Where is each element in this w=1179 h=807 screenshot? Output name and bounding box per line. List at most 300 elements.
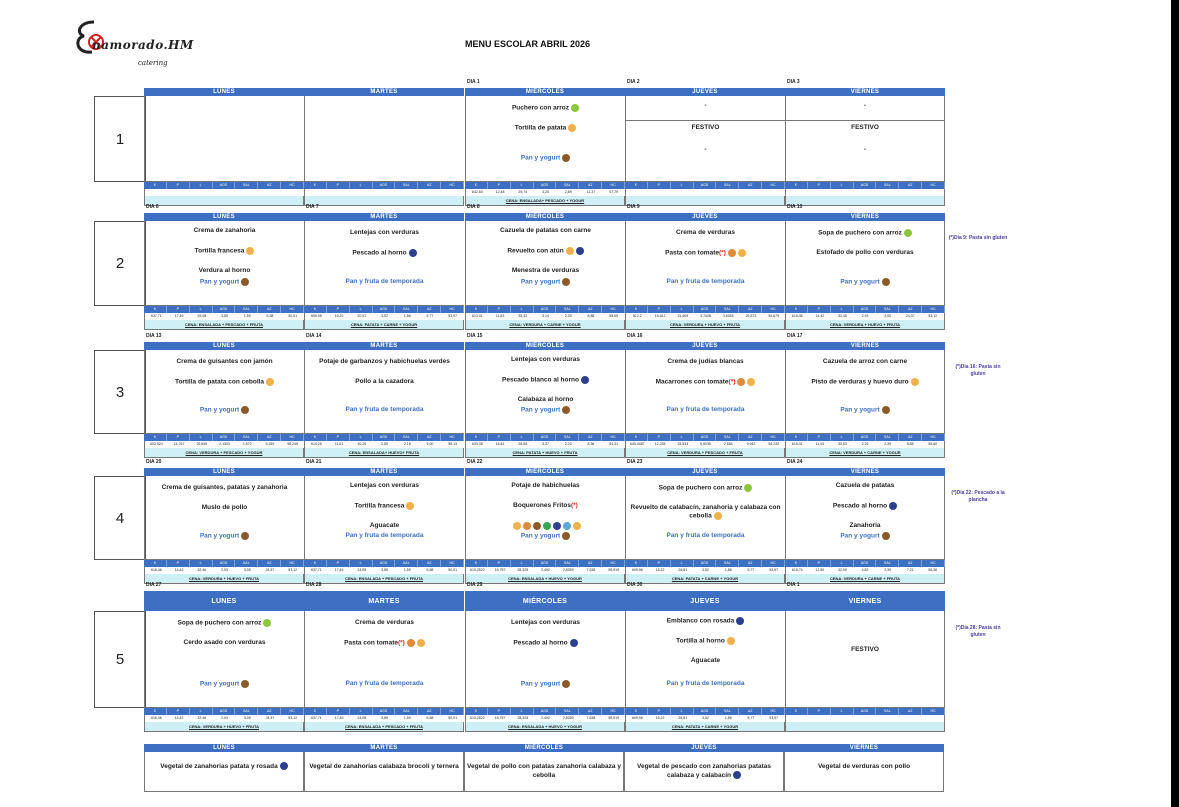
dish-text: - [863, 146, 867, 153]
nutrition-value [786, 715, 809, 722]
day-column [625, 333, 785, 458]
nutrition-label: K [625, 560, 648, 567]
dish-item [145, 227, 304, 235]
weekday-header: VIERNES [785, 591, 945, 611]
dish-item [466, 356, 625, 364]
nutrition-label: L [190, 182, 213, 189]
weekday-header: LUNES [144, 88, 304, 96]
nutrition-label: AGS [534, 560, 557, 567]
nutrition-value: 616,46 [151, 568, 162, 572]
day-menu [785, 350, 945, 434]
nutrition-label: P [808, 306, 831, 313]
nutrition-label: AGS [373, 560, 396, 567]
dinner-suggestion [625, 196, 785, 206]
gluten-note-marker: (*) [728, 378, 736, 386]
nutrition-value: 53,12 [928, 314, 938, 318]
nutrition-label: HC [602, 434, 625, 441]
nutrition-value: 11,61 [334, 442, 344, 446]
nutrition-label: K [465, 708, 488, 715]
dish-item [466, 502, 625, 510]
milk-allergen-icon [562, 278, 570, 286]
fish-allergen-icon [570, 639, 578, 647]
dish-text: Crema de guisantes, patatas y zanahoria [161, 484, 288, 491]
nutrition-label: L [831, 560, 854, 567]
nutrition-value: 26,81 [678, 568, 688, 572]
day-column [785, 204, 945, 330]
day-label: DIA 3 [787, 79, 800, 85]
nutrition-value: 3,89 [221, 314, 228, 318]
dish-item [145, 267, 304, 275]
nutrition-label: AZ [739, 560, 762, 567]
nutrition-value: 17,49 [334, 716, 344, 720]
nutrition-label: L [350, 708, 373, 715]
day-label: DIA 30 [627, 582, 643, 588]
weekday-header: JUEVES [625, 468, 785, 476]
dish-text: Pisto de verduras y huevo duro [811, 378, 909, 386]
nutrition-label: K [144, 560, 167, 567]
nutrition-header [304, 182, 464, 189]
dish-text: Pasta con tomate [344, 639, 398, 647]
day-menu [304, 350, 464, 434]
milk-allergen-icon [562, 406, 570, 414]
dish-text: Pan y yogurt [840, 532, 880, 540]
nutrition-label: AZ [739, 434, 762, 441]
nutrition-value: 613,01 [472, 314, 483, 318]
nutrition-header [304, 434, 464, 441]
day-label: DIA 22 [467, 459, 483, 465]
nutrition-label: K [625, 306, 648, 313]
nutrition-header [304, 306, 464, 313]
bread-dessert-item [145, 278, 304, 287]
dinner-text: CENA: VERDURA + CARNE + FRUTA [829, 576, 900, 581]
nutrition-value: 17,49 [334, 568, 344, 572]
nutrition-value: 1,59 [403, 716, 411, 720]
nutrition-value: 15,612 [654, 314, 666, 318]
nutrition-values [785, 313, 945, 320]
nutrition-label: AZ [579, 306, 602, 313]
week-number: 5 [94, 611, 146, 708]
week-number: 3 [94, 350, 146, 434]
dish-item [466, 482, 625, 490]
dish-item [786, 358, 944, 366]
weekday-header: VIERNES [784, 744, 944, 752]
dish-text: Lentejas con verduras [511, 619, 580, 626]
dish-text: Crema de guisantes con jamón [176, 358, 273, 365]
nutrition-label: K [465, 560, 488, 567]
nutrition-value: 2,93 [221, 716, 228, 720]
dish-item [145, 358, 304, 366]
nutrition-label: SAL [395, 182, 418, 189]
dinner-text: CENA: ENSALADA+ PESCADO + YOGUR [505, 198, 585, 203]
bread-dessert-item [626, 406, 785, 414]
bread-dessert-item [305, 278, 464, 286]
dinner-suggestion [465, 574, 625, 584]
nutrition-label: SAL [556, 560, 579, 567]
dish-item [626, 378, 785, 387]
nutrition-label: L [511, 560, 534, 567]
nutrition-label: HC [441, 560, 464, 567]
nutrition-label: L [190, 434, 213, 441]
nutrition-label: SAL [876, 708, 899, 715]
nutrition-label: HC [441, 182, 464, 189]
nutrition-value: 30,53 [838, 442, 847, 446]
dinner-dish [304, 752, 464, 792]
dinner-text: CENA: VERDURA + PESCADO + FRUTA [667, 450, 743, 455]
dish-item [305, 619, 464, 627]
nutrition-value: 7,638 [586, 568, 596, 572]
nutrition-values [304, 567, 464, 574]
dinner-suggestion [304, 320, 464, 330]
dinner-text: CENA: PATATA + CARNE + YOGUR [671, 724, 739, 729]
nutrition-label: AGS [213, 306, 236, 313]
nutrition-value [694, 189, 717, 196]
nutrition-value: 24,37 [265, 568, 275, 572]
nutrition-label: AZ [258, 560, 281, 567]
nutrition-label: L [831, 708, 854, 715]
dinner-text: CENA: ENSALADA + PESCADO + FRUTA [344, 724, 423, 729]
nutrition-label: AZ [899, 434, 922, 441]
weekday-header: MARTES [304, 468, 464, 476]
day-menu [304, 611, 464, 708]
egg-allergen-icon [417, 639, 425, 647]
nutrition-value: 14,42 [174, 568, 184, 572]
nutrition-header [785, 434, 945, 441]
nutrition-label: SAL [716, 560, 739, 567]
nutrition-label: HC [602, 560, 625, 567]
weekday-header: JUEVES [624, 744, 784, 752]
day-column [465, 459, 625, 584]
day-menu [144, 350, 304, 434]
divider [626, 120, 785, 121]
day-label: DIA 27 [146, 582, 162, 588]
nutrition-value [236, 189, 259, 196]
nutrition-header [144, 708, 304, 715]
nutrition-label: P [648, 434, 671, 441]
day-label: DIA 1 [787, 582, 800, 588]
nutrition-values [144, 715, 304, 722]
weekday-header: MARTES [304, 88, 464, 96]
nutrition-label: P [327, 434, 350, 441]
nutrition-value: 11,63 [495, 314, 505, 318]
nutrition-label: AGS [694, 560, 717, 567]
dinner-column [784, 744, 944, 792]
dinner-suggestion [785, 320, 945, 330]
dish-text: Lentejas con verduras [350, 229, 419, 236]
vegetable-icon [263, 619, 271, 627]
dish-text: Tortilla de patata con cebolla [174, 378, 265, 386]
nutrition-label: SAL [235, 434, 258, 441]
nutrition-value: 633,35 [472, 442, 483, 446]
nutrition-value: 54,232 [768, 442, 780, 446]
dish-text: Cerdo asado con verduras [183, 639, 266, 646]
dinner-text: CENA: PATATA + CARNE + YOGUR [350, 322, 418, 327]
day-menu [144, 611, 304, 708]
weekday-header: LUNES [144, 342, 304, 350]
nutrition-values [304, 441, 464, 448]
weekday-header: LUNES [144, 213, 304, 221]
nutrition-label: AGS [854, 560, 877, 567]
nutrition-label: HC [922, 708, 945, 715]
nutrition-label: K [785, 708, 808, 715]
nutrition-values [304, 313, 464, 320]
nutrition-values [625, 441, 785, 448]
dish-text: Pan y yogurt [520, 680, 561, 688]
egg-allergen-icon [568, 124, 576, 132]
dish-item [466, 227, 625, 235]
gluten-allergen-icon [728, 249, 736, 257]
nutrition-value: 6,58 [426, 568, 434, 572]
bread-dessert-item [786, 406, 944, 415]
weekday-header: JUEVES [625, 88, 785, 96]
dish-text: Aguacate [369, 522, 400, 529]
nutrition-value: 637,71 [311, 716, 322, 720]
nutrition-value: 7,638 [586, 716, 596, 720]
nutrition-value: 3,89 [381, 568, 388, 572]
bread-dessert-item [145, 680, 304, 689]
dish-text: Crema de judías blancas [667, 358, 744, 365]
gluten-note-marker: (*) [718, 249, 726, 257]
milk-allergen-icon [241, 532, 249, 540]
nutrition-label: HC [762, 434, 785, 441]
nutrition-value: 5,159 [265, 442, 275, 446]
dish-item [466, 522, 625, 531]
nutrition-value: 15,757 [494, 716, 506, 720]
nutrition-label: SAL [235, 560, 258, 567]
weekday-header: JUEVES [625, 591, 785, 611]
brand-name: namorado.HM [92, 38, 194, 52]
day-label: DIA 24 [787, 459, 803, 465]
nutrition-label: AZ [418, 708, 441, 715]
egg-allergen-icon [747, 378, 755, 386]
nutrition-header [625, 434, 785, 441]
gluten-note-marker: (*) [397, 639, 405, 647]
bread-dessert-item [466, 154, 625, 163]
bread-dessert-item [786, 278, 944, 287]
dish-text: Pescado al horno [352, 249, 407, 257]
dinner-text: CENA: VERDURA + HUEVO + FRUTA [188, 576, 259, 581]
nutrition-label: HC [762, 560, 785, 567]
day-label: DIA 7 [306, 204, 319, 210]
dish-text: Zanahoria [849, 522, 881, 529]
nutrition-value: 16,81 [495, 442, 505, 446]
nutrition-values [144, 441, 304, 448]
nutrition-label: K [465, 182, 488, 189]
nutrition-label: L [671, 306, 694, 313]
nutrition-value: 12,50 [815, 568, 825, 572]
day-column [465, 333, 625, 458]
dish-item [626, 146, 785, 154]
nutrition-value: 24,37 [905, 314, 915, 318]
nutrition-label: L [190, 560, 213, 567]
nutrition-label: AGS [854, 434, 877, 441]
nutrition-value [740, 189, 763, 196]
nutrition-values [304, 189, 464, 196]
bread-dessert-item [305, 532, 464, 540]
day-column [304, 582, 464, 732]
dinner-text: CENA: ENSALADA + HUEVO + YOGUR [508, 724, 582, 729]
bread-dessert-item [305, 406, 464, 414]
nutrition-header [785, 306, 945, 313]
day-column [465, 204, 625, 330]
nutrition-label: K [304, 708, 327, 715]
nutrition-label: L [671, 708, 694, 715]
nutrition-value: 15,757 [494, 568, 506, 572]
dinner-suggestion [785, 722, 945, 732]
nutrition-value: 29,599 [196, 442, 208, 446]
nutrition-label: HC [922, 434, 945, 441]
nutrition-label: L [190, 708, 213, 715]
dish-text: Emblanco con rosada [666, 617, 735, 625]
gluten-note-marker: (*) [570, 502, 578, 509]
nutrition-label: P [648, 306, 671, 313]
dinner-suggestion [144, 448, 304, 458]
nutrition-label: P [808, 182, 831, 189]
nutrition-label: SAL [716, 434, 739, 441]
weekday-header: VIERNES [785, 88, 945, 96]
nutrition-value: 2,654 [723, 442, 733, 446]
egg-allergen-icon [573, 522, 581, 530]
nutrition-values [785, 567, 945, 574]
weekday-header: MARTES [304, 213, 464, 221]
day-menu [465, 611, 625, 708]
dinner-text: CENA: PATATA + HUEVO + FRUTA [512, 450, 578, 455]
nutrition-values [625, 567, 785, 574]
day-column [785, 582, 945, 732]
nutrition-label: AZ [739, 182, 762, 189]
brand-subtitle: catering [138, 59, 168, 67]
nutrition-value: 9,942 [746, 442, 756, 446]
dinner-suggestion [304, 196, 464, 206]
dish-text: Muslo de pollo [201, 504, 248, 511]
day-menu [465, 221, 625, 306]
nutrition-value: 54,31 [609, 442, 619, 446]
nutrition-value: 2,20 [564, 442, 572, 446]
dish-text: Pan y yogurt [840, 406, 880, 414]
nutrition-value: 35,32 [518, 314, 528, 318]
nutrition-label: AGS [373, 182, 396, 189]
nutrition-label: L [350, 560, 373, 567]
fish-allergen-icon [889, 502, 897, 510]
dish-item [466, 124, 625, 133]
dinner-suggestion [465, 320, 625, 330]
dish-text: FESTIVO [851, 645, 879, 653]
nutrition-value: 24,08 [357, 568, 367, 572]
day-menu [465, 350, 625, 434]
nutrition-label: L [350, 306, 373, 313]
dish-text: Macarrones con tomate [655, 378, 729, 386]
nutrition-value: 30,26 [357, 442, 367, 446]
dinner-suggestion [465, 722, 625, 732]
nutrition-value: 3,25 [542, 190, 549, 194]
dish-item [786, 482, 944, 490]
nutrition-value: 50,01 [448, 716, 458, 720]
nutrition-value: 2,8259 [562, 716, 574, 720]
dish-text: Crema de zanahoria [193, 227, 256, 234]
day-column [304, 204, 464, 330]
day-menu [625, 476, 785, 560]
nutrition-value [441, 189, 464, 196]
nutrition-value: 2,39 [884, 442, 891, 446]
nutrition-value: 1,86 [724, 568, 732, 572]
dinner-dish [784, 752, 944, 792]
nutrition-label: AGS [534, 182, 557, 189]
fish-allergen-icon [409, 249, 417, 257]
dish-item [626, 657, 785, 665]
dinner-column [304, 744, 464, 792]
nutrition-header [625, 560, 785, 567]
dish-item [145, 504, 304, 512]
dish-text: Pan y yogurt [199, 680, 240, 688]
milk-allergen-icon [241, 680, 249, 688]
nutrition-header [785, 708, 945, 715]
nutrition-value: 57,79 [609, 190, 619, 194]
day-column [625, 582, 785, 732]
day-column [304, 333, 464, 458]
fish-allergen-icon [280, 762, 288, 770]
nutrition-value: 29,74 [518, 190, 528, 194]
nutrition-label: K [785, 434, 808, 441]
dinner-suggestion [625, 320, 785, 330]
day-menu [785, 221, 945, 306]
dinner-text: CENA: VERDURA + CARNE + YOGUR [509, 322, 581, 327]
dish-text: Pan y fruta de temporada [666, 406, 745, 413]
day-label: DIA 6 [146, 204, 159, 210]
nutrition-label: AGS [213, 708, 236, 715]
nutrition-value: 609,96 [632, 568, 643, 572]
nutrition-label: HC [281, 560, 304, 567]
nutrition-value: 50,01 [448, 568, 458, 572]
nutrition-values [304, 715, 464, 722]
nutrition-value: 58,65 [609, 314, 619, 318]
nutrition-value: 616,46 [791, 314, 803, 318]
fish-allergen-icon [553, 522, 561, 530]
nutrition-label: AGS [213, 182, 236, 189]
gluten-allergen-icon [523, 522, 531, 530]
vegetable-icon [571, 104, 579, 112]
vegetable-icon [744, 484, 752, 492]
nutrition-label: AGS [854, 306, 877, 313]
nutrition-label: P [327, 560, 350, 567]
nutrition-label: SAL [235, 182, 258, 189]
week-block-1 [94, 79, 944, 205]
weekday-header: MIÉRCOLES [465, 591, 625, 611]
day-menu [625, 611, 785, 708]
nutrition-header [465, 306, 625, 313]
dinner-suggestion [304, 448, 464, 458]
nutrition-label: AZ [579, 708, 602, 715]
dish-item [786, 249, 944, 257]
nutrition-label: SAL [876, 182, 899, 189]
nutrition-label: L [671, 560, 694, 567]
nutrition-header [304, 560, 464, 567]
nutrition-value [281, 189, 304, 196]
nutrition-value: 7,21 [906, 568, 914, 572]
nutrition-label: L [350, 434, 373, 441]
week-note: (*)Dia 9: Pasta sin gluten [948, 235, 1008, 241]
week-block-2 [94, 204, 944, 329]
day-menu [304, 221, 464, 306]
nutrition-header [304, 708, 464, 715]
fish-allergen-icon [581, 376, 589, 384]
weekday-header: VIERNES [785, 213, 945, 221]
nutrition-values [625, 189, 785, 196]
dish-item [305, 639, 464, 648]
milk-allergen-icon [882, 278, 890, 286]
gluten-allergen-icon [737, 378, 745, 386]
dish-item [626, 504, 785, 521]
nutrition-value: 54,679 [768, 314, 780, 318]
divider [786, 120, 944, 121]
